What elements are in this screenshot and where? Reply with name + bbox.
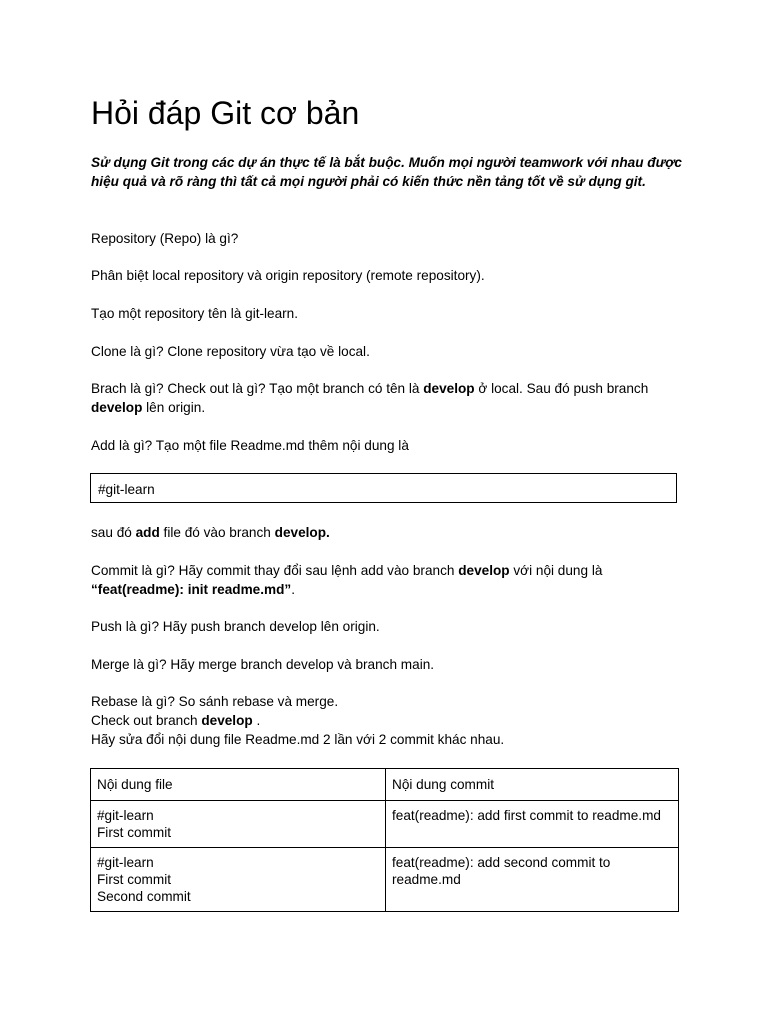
branch-name-develop: develop	[458, 563, 510, 578]
question-rebase-text: Check out branch	[91, 713, 202, 728]
table-cell-commit: feat(readme): add first commit to readme.md	[386, 801, 679, 848]
table-row	[91, 801, 679, 848]
question-create-repo: Tạo một repository tên là git-learn.	[91, 306, 299, 321]
code-box: #git-learn	[90, 473, 677, 503]
question-local-vs-origin: Phân biệt local repository và origin repository (remote repository).	[91, 268, 485, 283]
question-commit-text: .	[291, 582, 295, 597]
question-push: Push là gì? Hãy push branch develop lên origin.	[91, 619, 380, 634]
question-branch-text: lên origin.	[142, 400, 206, 415]
question-repository: Repository (Repo) là gì?	[91, 231, 239, 246]
question-add: Add là gì? Tạo một file Readme.md thêm nội dung là	[91, 438, 409, 453]
commit-message: “feat(readme): init readme.md”	[91, 582, 292, 597]
branch-name-develop: develop	[91, 400, 143, 415]
question-commit-text: với nội dung là	[509, 563, 603, 578]
table-header-file: Nội dung file	[91, 769, 386, 801]
table-header-commit: Nội dung commit	[386, 769, 679, 801]
question-branch-text: ở local. Sau đó push branch	[474, 381, 649, 396]
question-branch-text: Brach là gì? Check out là gì? Tạo một branch có tên là	[91, 381, 424, 396]
intro-paragraph: Sử dụng Git trong các dự án thực tế là bắt buộc. Muốn mọi người teamwork với nhau được hiệu quả và rõ ràng thì tất cả mọi người phải có kiến thức nền tảng tốt về sử dụng git.	[91, 155, 682, 189]
command-add: add	[135, 525, 160, 540]
table-header-row	[91, 769, 679, 801]
after-add-text: sau đó	[91, 525, 136, 540]
after-add-instruction	[91, 523, 691, 542]
question-rebase-text: .	[252, 713, 261, 728]
question-commit-text: Commit là gì? Hãy commit thay đổi sau lệnh add vào branch	[91, 563, 459, 578]
file-line: First commit	[97, 825, 172, 840]
commit-table	[90, 768, 679, 912]
file-line: #git-learn	[97, 808, 154, 823]
question-merge: Merge là gì? Hãy merge branch develop và branch main.	[91, 657, 435, 672]
branch-name-develop: develop.	[274, 525, 330, 540]
file-line: #git-learn	[97, 855, 154, 870]
branch-name-develop: develop	[423, 381, 475, 396]
file-line: Second commit	[97, 889, 191, 904]
file-line: First commit	[97, 872, 172, 887]
question-clone: Clone là gì? Clone repository vừa tạo về local.	[91, 344, 370, 359]
question-commit	[91, 561, 691, 599]
question-branch	[91, 379, 691, 417]
table-cell-file	[91, 848, 386, 912]
after-add-text: file đó vào branch	[159, 525, 275, 540]
table-row	[91, 848, 679, 912]
question-rebase	[91, 692, 691, 749]
table-cell-file	[91, 801, 386, 848]
question-rebase-line3: Hãy sửa đổi nội dung file Readme.md 2 lần với 2 commit khác nhau.	[91, 732, 505, 747]
page-title: Hỏi đáp Git cơ bản	[91, 95, 360, 131]
table-cell-commit: feat(readme): add second commit to readme.md	[386, 848, 679, 912]
question-rebase-line1: Rebase là gì? So sánh rebase và merge.	[91, 694, 339, 709]
branch-name-develop: develop	[201, 713, 253, 728]
